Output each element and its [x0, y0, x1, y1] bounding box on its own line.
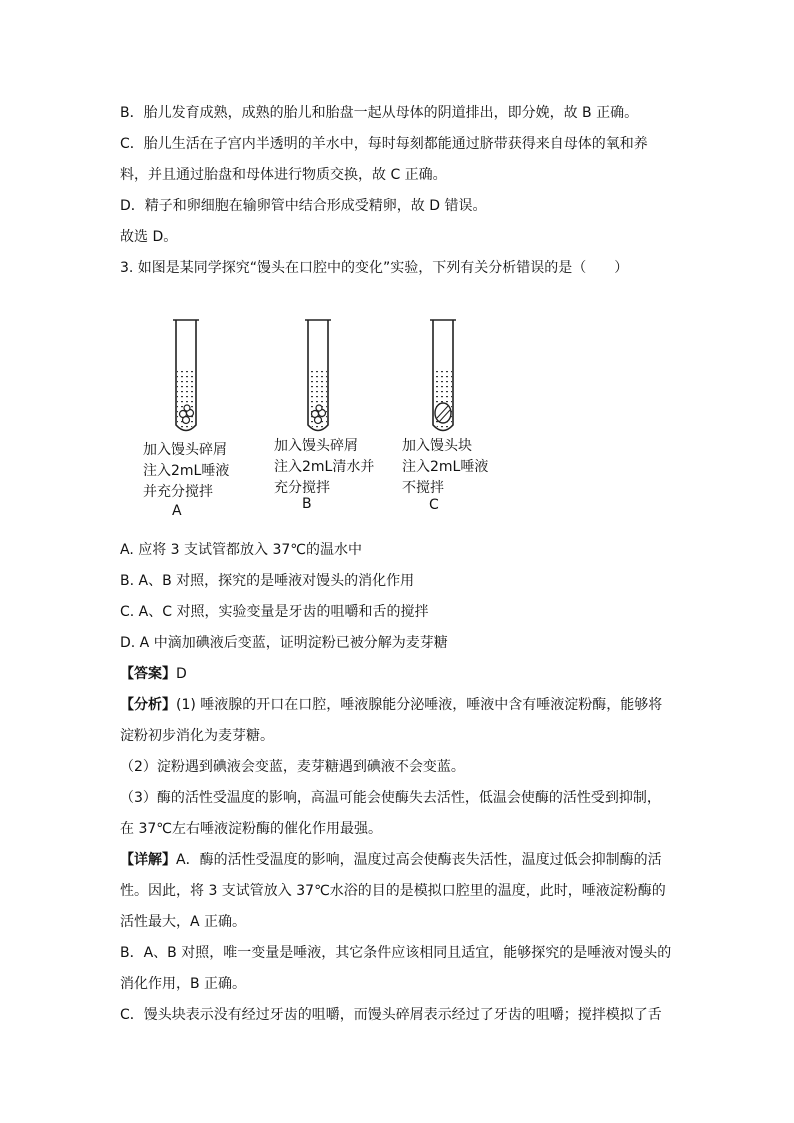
option-a: A. 应将 3 支试管都放入 37℃的温水中 — [120, 542, 363, 558]
question-stem: 3. 如图是某同学探究“馒头在口腔中的变化”实验，下列有关分析错误的是（ ） — [120, 260, 629, 276]
tube-c-label: 加入馒头块 注入2mL唾液 不搅拌 — [402, 438, 489, 496]
analysis-line: 【分析】(1) 唾液腺的开口在口腔，唾液腺能分泌唾液，唾液中含有唾液淀粉酶，能够将 — [120, 697, 663, 713]
text-line: 活性最大，A 正确。 — [120, 914, 247, 930]
option-b: B. A、B 对照，探究的是唾液对馒头的消化作用 — [120, 573, 415, 589]
tube-a-letter: A — [172, 503, 182, 519]
option-c: C. A、C 对照，实验变量是牙齿的咀嚼和舌的搅拌 — [120, 604, 429, 620]
test-tube-a — [173, 320, 199, 431]
text-line: C．馒头块表示没有经过牙齿的咀嚼，而馒头碎屑表示经过了牙齿的咀嚼；搅拌模拟了舌 — [120, 1007, 662, 1023]
tube-a-label: 加入馒头碎屑 注入2mL唾液 并充分搅拌 — [143, 442, 230, 500]
text-line: 性。因此，将 3 支试管放入 37℃水浴的目的是模拟口腔里的温度，此时，唾液淀粉酶的 — [120, 883, 666, 899]
text-line: （3）酶的活性受温度的影响，高温可能会使酶失去活性，低温会使酶的活性受到抑制， — [120, 790, 661, 806]
text-line: D．精子和卵细胞在输卵管中结合形成受精卵，故 D 错误。 — [120, 198, 487, 214]
text-line: 故选 D。 — [120, 229, 178, 245]
text-line: C．胎儿生活在子宫内半透明的羊水中，每时每刻都能通过脐带获得来自母体的氧和养 — [120, 136, 648, 152]
tube-c-letter: C — [429, 497, 439, 513]
detail-line: 【详解】A．酶的活性受温度的影响，温度过高会使酶丧失活性，温度过低会抑制酶的活 — [120, 852, 662, 868]
test-tubes-illustration — [110, 310, 530, 440]
text-line: 淀粉初步消化为麦芽糖。 — [120, 728, 274, 744]
answer-line — [120, 664, 187, 684]
tube-b-label: 加入馒头碎屑 注入2mL清水并 充分搅拌 — [274, 438, 375, 496]
text-line: （2）淀粉遇到碘液会变蓝，麦芽糖遇到碘液不会变蓝。 — [120, 759, 465, 775]
text-line: 在 37℃左右唾液淀粉酶的催化作用最强。 — [120, 821, 382, 837]
detail-tag: 【详解】 — [120, 852, 176, 868]
test-tube-b — [305, 320, 331, 431]
text-line: B．胎儿发育成熟，成熟的胎儿和胎盘一起从母体的阴道排出，即分娩，故 B 正确。 — [120, 105, 639, 121]
answer-tag: 【答案】 — [120, 666, 176, 682]
text-line: 料，并且通过胎盘和母体进行物质交换，故 C 正确。 — [120, 167, 447, 183]
analysis-tag: 【分析】 — [120, 697, 176, 713]
test-tube-figure — [110, 310, 530, 520]
answer-value: D — [176, 666, 187, 682]
text-line: 消化作用，B 正确。 — [120, 976, 247, 992]
option-d: D. A 中滴加碘液后变蓝，证明淀粉已被分解为麦芽糖 — [120, 635, 448, 651]
test-tube-c — [430, 320, 456, 431]
text-line: B．A、B 对照，唯一变量是唾液，其它条件应该相同且适宜，能够探究的是唾液对馒头的 — [120, 945, 672, 961]
tube-b-letter: B — [302, 496, 312, 512]
